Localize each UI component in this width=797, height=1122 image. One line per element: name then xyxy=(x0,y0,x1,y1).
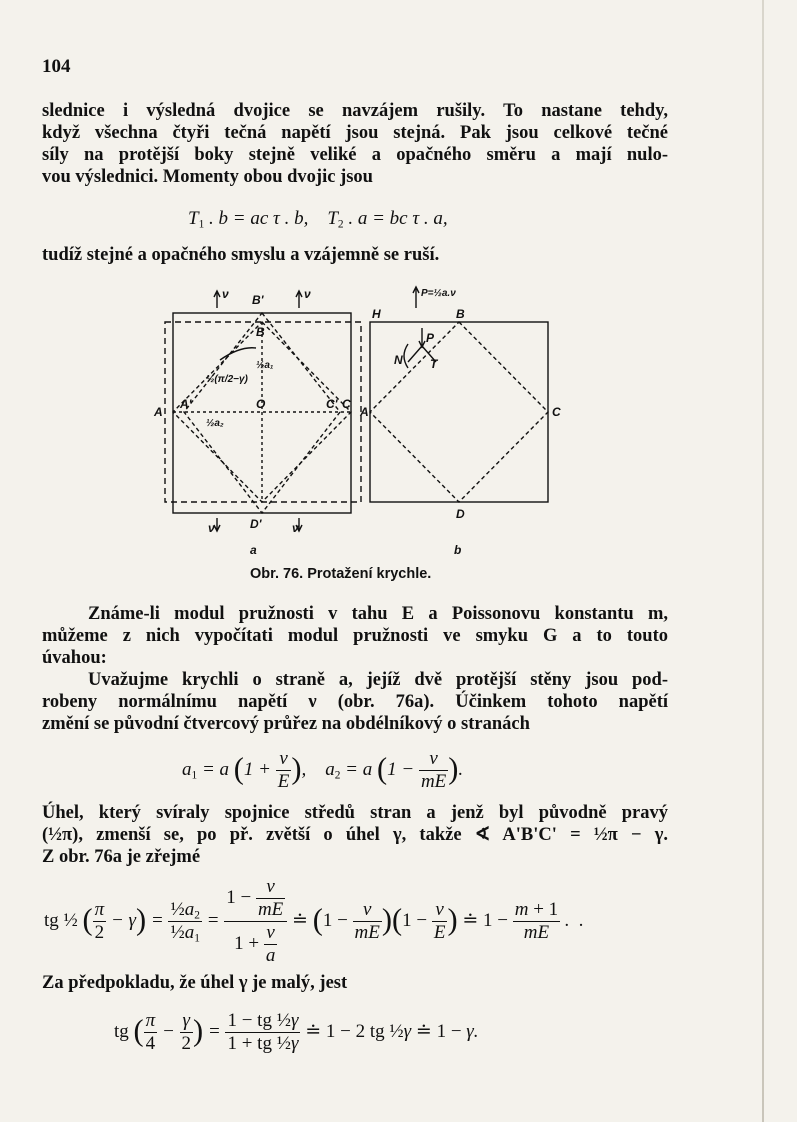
text-line: Za předpokladu, že úhel γ je malý, jest xyxy=(42,973,348,993)
text-line: robeny normálnímu napětí ν (obr. 76a). Účinkem tohoto napětí xyxy=(42,692,668,712)
label-a-inner: A' xyxy=(180,397,192,411)
text-line: můžeme z nich vypočítati modul pružnosti ve smyku G a to touto xyxy=(42,626,668,646)
equation-sides: $a_1 = a$ (1 + $\frac{\nu}{E}$ ), $a_2 = a$ (1 − $\frac{\nu}{mE}$ ). xyxy=(182,748,464,792)
label-b-right: B xyxy=(456,307,465,321)
text-line: síly na protější boky stejně veliké a opačného směru a mají nulo- xyxy=(42,145,668,165)
text-line: Z obr. 76a je zřejmé xyxy=(42,847,201,867)
equation-moments: $T_1$ . b = ac τ . b, $T_2$ . a = bc τ . a, xyxy=(188,208,448,231)
label-a-right: A xyxy=(360,405,369,419)
text-line: (½π), zmenší se, po př. zvětší o úhel γ, takže ∢ A'B'C' = ½π − γ. xyxy=(42,825,668,845)
label-o: O xyxy=(256,397,266,411)
label-half-a1: ½a₁ xyxy=(256,360,274,371)
page-edge-shadow xyxy=(762,0,764,1122)
label-d-prime: D' xyxy=(250,517,262,531)
text-line: tudíž stejné a opačného smyslu a vzájemně se ruší. xyxy=(42,245,440,265)
label-sub-b: b xyxy=(454,543,462,557)
text-line: slednice i výsledná dvojice se navzájem rušily. To nastane tehdy, xyxy=(42,101,668,121)
label-b: B xyxy=(256,325,265,339)
paragraph-4 xyxy=(42,669,668,735)
label-half-a2: ½a₂ xyxy=(206,418,224,429)
label-t: T xyxy=(430,357,438,371)
equation-small-angle: tg ( $\frac{\pi}{4}$ − $\frac{\gamma}{2}$ ) = $\frac{\text{1 − tg ½γ}}{\text{1 + tg ½γ}}$ ≐ 1 − 2 tg ½γ ≐ 1 − γ. xyxy=(114,1010,479,1054)
equation-tangent: tg ½ ( $\frac{\pi}{2}$ − γ) = $\frac{\frac{1}{2}a_2}{\frac{1}{2}a_1}$ = 1 − $\frac{\nu}{mE}$ 1 + $\frac{\nu}{a}$ ≐ (1 − $\frac{\nu}{mE}$ )(1 − $\frac{\nu}{E}$ ) ≐ 1 − $\frac{m + 1}{mE}$ . . xyxy=(44,876,584,966)
paragraph-1 xyxy=(42,100,668,188)
label-n: N xyxy=(394,353,403,367)
label-c-outer: C xyxy=(342,397,351,411)
label-c-right: C xyxy=(552,405,561,419)
paragraph-6 xyxy=(42,972,668,994)
label-nu-bottom-right: ν xyxy=(292,521,299,535)
label-c-inner: C' xyxy=(326,397,338,411)
label-b-prime: B' xyxy=(252,293,264,307)
paragraph-5 xyxy=(42,802,668,868)
label-a-outer: A xyxy=(154,405,163,419)
text-line: Úhel, který svíraly spojnice středů stran a jenž byl původně pravý xyxy=(42,803,668,823)
label-nu-top-right: ν xyxy=(304,287,311,301)
label-h: H xyxy=(372,307,381,321)
text-line: Uvažujme krychli o straně a, jejíž dvě protější stěny jsou pod- xyxy=(88,670,668,690)
label-nu-bottom-left: ν xyxy=(208,521,215,535)
label-p-force: P=½a.ν xyxy=(421,288,456,299)
page-number: 104 xyxy=(42,56,71,77)
label-p-arrow: P xyxy=(426,331,435,345)
label-nu-top-left: ν xyxy=(222,287,229,301)
label-angle: ½(π/2−γ) xyxy=(206,374,248,385)
paragraph-2 xyxy=(42,244,668,266)
paragraph-3 xyxy=(42,603,668,669)
label-sub-a: a xyxy=(250,543,257,557)
text-line: změní se původní čtvercový průřez na obdélníkový o stranách xyxy=(42,714,530,734)
label-d: D xyxy=(456,507,465,521)
text-line: vou výslednici. Momenty obou dvojic jsou xyxy=(42,167,373,187)
figure-76 xyxy=(140,278,580,562)
text-line: úvahou: xyxy=(42,648,107,668)
figure-caption: Obr. 76. Protažení krychle. xyxy=(250,566,432,582)
text-line: Známe-li modul pružnosti v tahu E a Poissonovu konstantu m, xyxy=(88,604,668,624)
text-line: když všechna čtyři tečná napětí jsou stejná. Pak jsou celkové tečné xyxy=(42,123,668,143)
